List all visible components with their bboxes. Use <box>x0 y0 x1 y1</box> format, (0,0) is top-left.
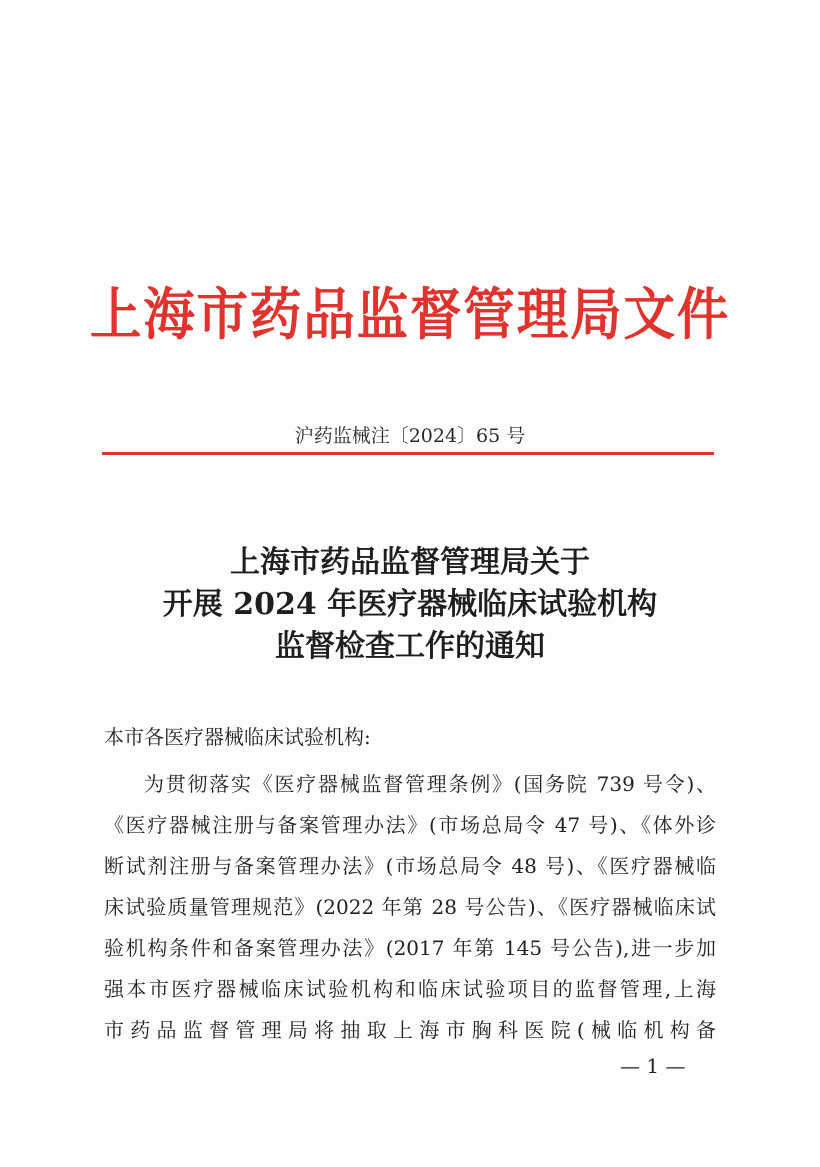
notice-title-line: 监督检查工作的通知 <box>275 629 545 664</box>
red-separator-line <box>102 452 714 455</box>
page-number: — 1 — <box>620 1054 686 1078</box>
notice-title-line: 开展 2024 年医疗器械临床试验机构 <box>162 587 658 622</box>
salutation: 本市各医疗器械临床试验机构: <box>104 725 371 749</box>
document-number: 沪药监械注〔2024〕65 号 <box>294 425 526 447</box>
notice-title <box>0 542 820 668</box>
body-line: 为贯彻落实《医疗器械监督管理条例》(国务院 739 号令)、 <box>144 772 716 796</box>
body-paragraph <box>104 764 716 1051</box>
notice-title-line: 上海市药品监督管理局关于 <box>230 545 590 580</box>
body-line: 断试剂注册与备案管理办法》(市场总局令 48 号)、《医疗器械临 <box>104 854 716 878</box>
body-line: 市药品监督管理局将抽取上海市胸科医院(械临机构备 <box>104 1018 716 1042</box>
body-line: 床试验质量管理规范》(2022 年第 28 号公告)、《医疗器械临床试 <box>104 895 716 919</box>
issuing-authority-title: 上海市药品监督管理局文件 <box>89 282 731 348</box>
body-line: 《医疗器械注册与备案管理办法》(市场总局令 47 号)、《体外诊 <box>104 813 716 837</box>
body-line: 强本市医疗器械临床试验机构和临床试验项目的监督管理,上海 <box>104 977 716 1001</box>
body-line: 验机构条件和备案管理办法》(2017 年第 145 号公告),进一步加 <box>104 936 716 960</box>
